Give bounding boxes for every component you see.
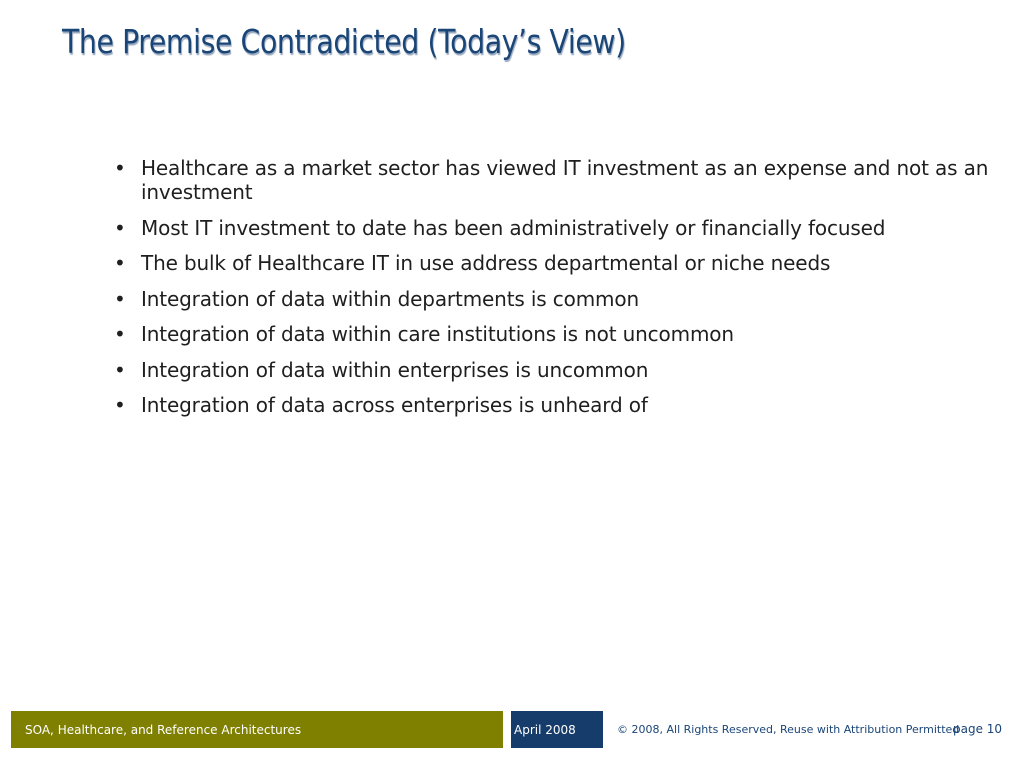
bullet-dot-icon: •: [114, 286, 126, 311]
footer-presentation-title: SOA, Healthcare, and Reference Architectures: [25, 723, 302, 737]
bullet-dot-icon: •: [114, 251, 126, 275]
bullet-text: Most IT investment to date has been administratively or financially focused: [141, 215, 886, 240]
bullet-item: [112, 287, 1017, 311]
bullet-text: Integration of data within departments is common: [141, 286, 639, 311]
bullet-item: [112, 393, 1017, 417]
page-number: page 10: [953, 722, 1003, 736]
bullet-text: The bulk of Healthcare IT in use address departmental or niche needs: [141, 251, 831, 275]
bullet-dot-icon: •: [114, 322, 126, 346]
bullet-item: [112, 251, 1017, 275]
bullet-text: Integration of data within enterprises is uncommon: [141, 357, 649, 382]
bullet-list: [112, 156, 1017, 429]
bullet-dot-icon: •: [114, 156, 126, 180]
footer-date-box: [511, 711, 603, 748]
bullet-dot-icon: •: [114, 357, 126, 382]
bullet-text: Integration of data across enterprises is unheard of: [141, 393, 648, 417]
bullet-item: [112, 322, 1017, 346]
bullet-dot-icon: •: [114, 215, 126, 240]
footer-title-bar: [11, 711, 503, 748]
bullet-text: Healthcare as a market sector has viewed IT investment as an expense and not as an investment: [141, 156, 989, 204]
slide-title: The Premise Contradicted (Today’s View): [62, 22, 626, 61]
bullet-text: Integration of data within care institutions is not uncommon: [141, 322, 734, 346]
bullet-item: [112, 156, 1017, 204]
footer-date: April 2008: [514, 723, 576, 737]
footer-copyright: © 2008, All Rights Reserved, Reuse with Attribution Permitted: [617, 723, 960, 736]
bullet-item: [112, 216, 1017, 240]
bullet-dot-icon: •: [114, 393, 126, 417]
bullet-item: [112, 358, 1017, 382]
